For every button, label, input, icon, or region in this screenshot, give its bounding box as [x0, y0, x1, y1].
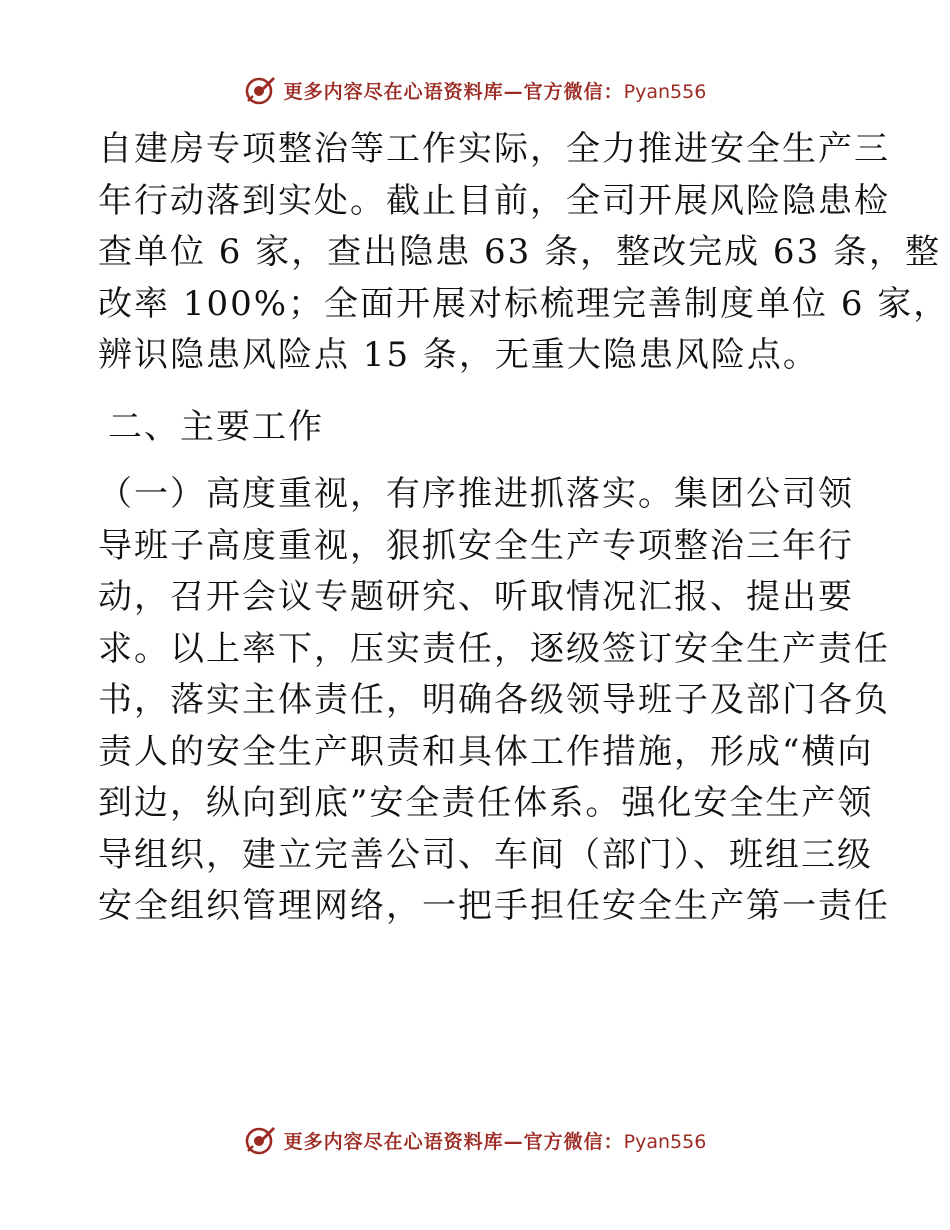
text-line: 书，落实主体责任，明确各级领导班子及部门各负 [98, 680, 890, 720]
watermark-text: 更多内容尽在心语资料库—官方微信：Pyan556 [283, 80, 707, 103]
text-line: （一）高度重视，有序推进抓落实。集团公司领 [98, 474, 854, 514]
text-line: 导组织，建立完善公司、车间（部门）、班组三级 [98, 834, 873, 875]
text-line: 导班子高度重视，狠抓安全生产专项整治三年行 [98, 525, 854, 566]
text-line: 辨识隐患风险点 15 条，无重大隐患风险点。 [98, 335, 819, 375]
text-line: 查单位 6 家，查出隐患 63 条，整改完成 63 条，整 [98, 232, 942, 272]
text-line: 到边，纵向到底”安全责任体系。强化安全生产领 [98, 783, 874, 823]
watermark-text: 更多内容尽在心语资料库—官方微信：Pyan556 [283, 1130, 707, 1153]
text-line: 改率 100%；全面开展对标梳理完善制度单位 6 家， [98, 283, 950, 324]
text-line: 安全组织管理网络，一把手担任安全生产第一责任 [98, 886, 890, 926]
section-heading: 二、主要工作 [108, 406, 324, 447]
text-line: 自建房专项整治等工作实际，全力推进安全生产三 [98, 129, 890, 169]
text-line: 责人的安全生产职责和具体工作措施，形成“横向 [98, 731, 874, 772]
document-body [98, 124, 950, 933]
text-line: 动，召开会议专题研究、听取情况汇报、提出要 [98, 577, 854, 617]
text-line: 年行动落到实处。截止目前，全司开展风险隐患检 [98, 180, 890, 221]
text-line: 求。以上率下，压实责任，逐级签订安全生产责任 [98, 628, 890, 669]
header-watermark [0, 74, 950, 106]
quill-seal-icon [244, 74, 276, 106]
footer-watermark [0, 1124, 950, 1156]
quill-seal-icon [244, 1124, 276, 1156]
